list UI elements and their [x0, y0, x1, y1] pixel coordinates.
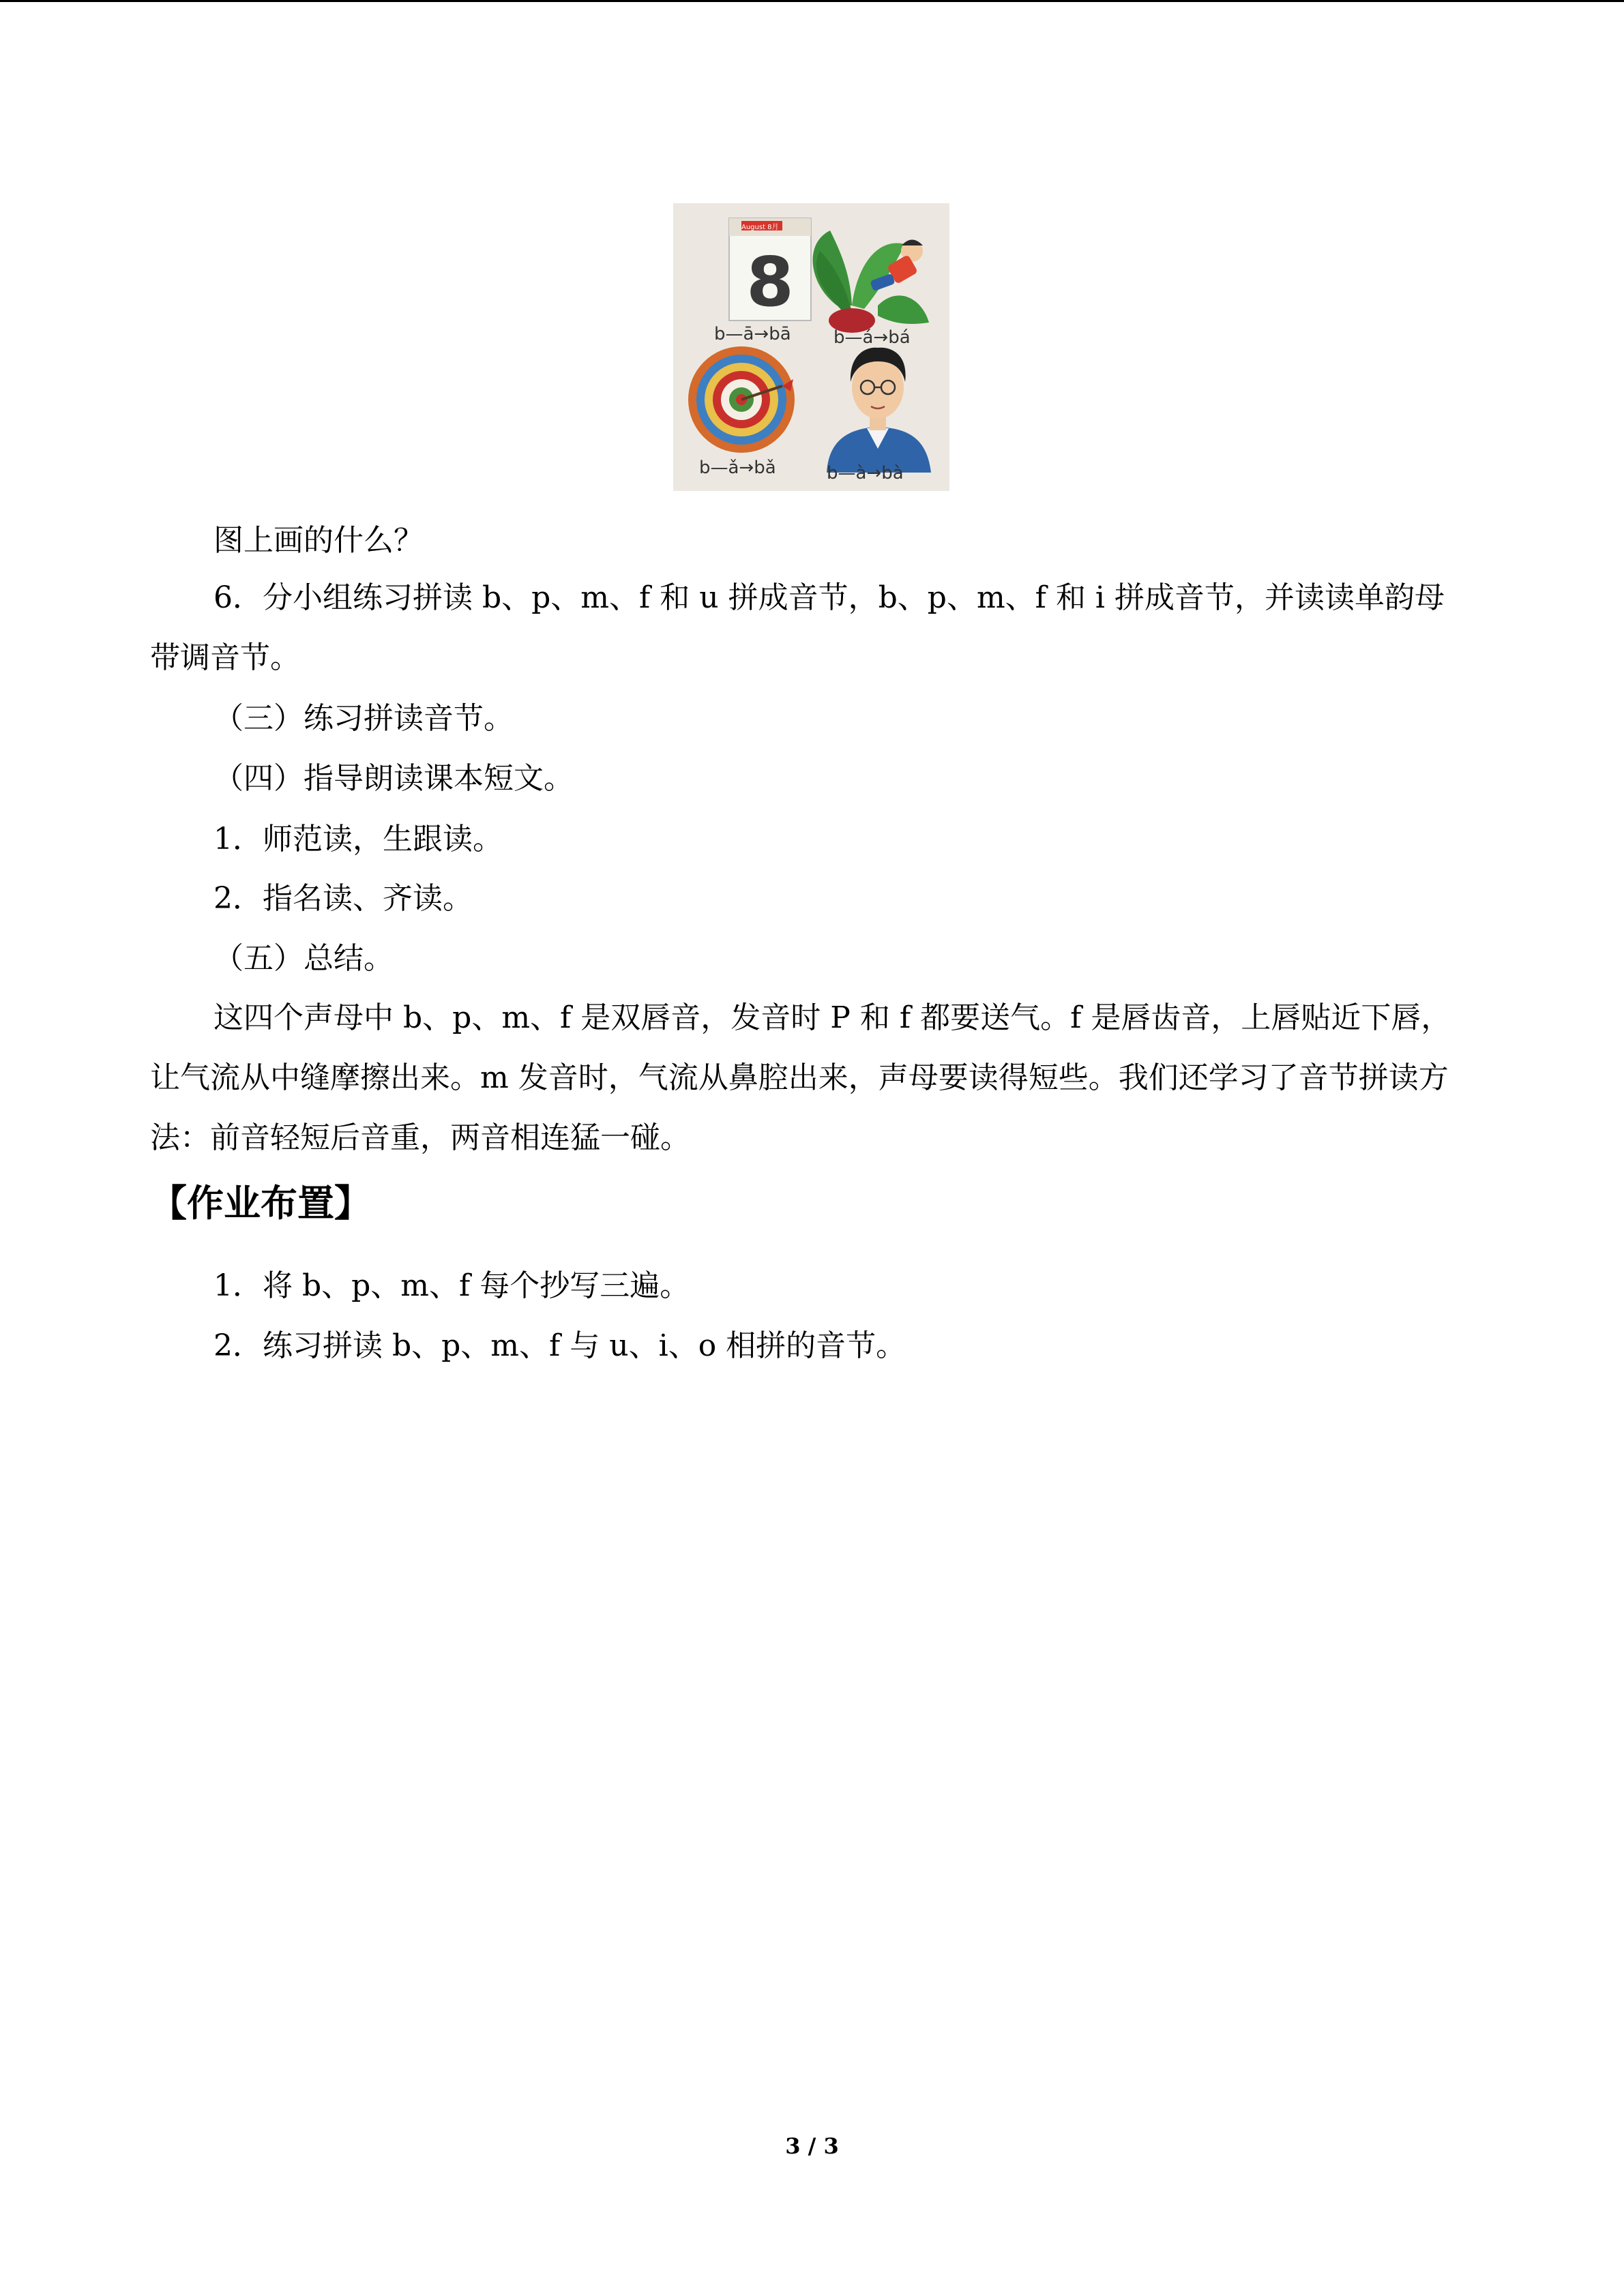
section-five-heading: （五）总结。 [213, 941, 394, 976]
caption-ba-second-tone: b—á→bá [833, 327, 911, 348]
list-item-named-reading: 2．指名读、齐读。 [213, 881, 473, 916]
page-top-rule [0, 0, 1624, 2]
radish-picture [813, 230, 929, 333]
paragraph-summary: 这四个声母中 b、p、m、f 是双唇音，发音时 P 和 f 都要送气。f 是唇齿音，上唇贴近下唇，让气流从中缝摩擦出来。m 发音时，气流从鼻腔出来，声母要读得短些。我们还学习了音节拼读方法：前音轻短后音重，两音相连猛一碰。 [150, 1000, 1451, 1155]
man-picture [827, 348, 931, 473]
caption-ba-first-tone: b—ā→bā [714, 324, 791, 344]
page-number: 3 / 3 [785, 2133, 839, 2159]
calendar-month-label: August 8月 [741, 224, 779, 231]
homework-item: 1．将 b、p、m、f 每个抄写三遍。 [213, 1268, 690, 1303]
homework-item: 2．练习拼读 b、p、m、f 与 u、i、o 相拼的音节。 [213, 1328, 906, 1363]
paragraph-group-practice: 6．分小组练习拼读 b、p、m、f 和 u 拼成音节，b、p、m、f 和 i 拼成音节，并读读单韵母带调音节。 [150, 580, 1445, 675]
section-four-heading: （四）指导朗读课本短文。 [213, 761, 574, 796]
list-item-teacher-reads: 1．师范读，生跟读。 [213, 822, 503, 856]
paragraph-question: 图上画的什么？ [213, 523, 424, 558]
illustration-svg [673, 203, 949, 491]
textbook-illustration [673, 203, 949, 491]
caption-ba-third-tone: b—ǎ→bǎ [699, 458, 776, 478]
calendar-day-number: 8 [746, 242, 794, 322]
caption-ba-fourth-tone: b—à→bà [827, 463, 904, 483]
section-three-heading: （三）练习拼读音节。 [213, 701, 514, 736]
dartboard-picture [688, 346, 795, 453]
calendar-picture [729, 218, 811, 322]
homework-heading: 【作业布置】 [150, 1182, 371, 1225]
